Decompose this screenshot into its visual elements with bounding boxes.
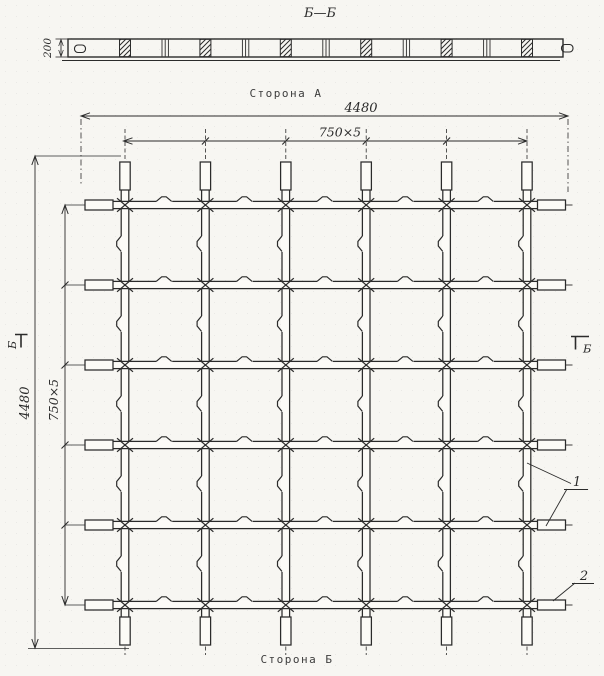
dimension-arrows	[32, 37, 568, 649]
cut-marker-left-letter: Б	[6, 340, 19, 350]
joggle-erase	[361, 236, 363, 252]
cut-marker-right	[571, 337, 592, 356]
section-hatch-block	[200, 39, 211, 56]
mesh-grid	[85, 162, 566, 645]
joggle-erase	[281, 476, 283, 492]
callout-1	[527, 463, 588, 526]
joggle-erase	[442, 476, 444, 492]
joggle-erase	[201, 556, 203, 572]
section-hatch-block	[120, 39, 131, 56]
joggle-erase	[522, 396, 524, 412]
joggle-erase	[201, 316, 203, 332]
mesh-bar-vertical-top-cap	[200, 162, 210, 190]
mesh-bar-vertical-top-cap	[441, 162, 451, 190]
mesh-bar-vertical-bottom-cap	[522, 617, 532, 645]
mesh-bar-horizontal-left-cap	[85, 440, 113, 450]
joggle-erase	[120, 396, 122, 412]
callout-1-leader-a	[527, 463, 571, 484]
joggle-erase	[281, 236, 283, 252]
callout-2-leader	[553, 583, 575, 601]
joggle-erase	[361, 396, 363, 412]
joggle-erase	[442, 236, 444, 252]
joggle-erase	[120, 316, 122, 332]
dim-200-label: 200	[42, 37, 54, 59]
joggle-erase	[442, 396, 444, 412]
section-hatch-block	[441, 39, 452, 56]
section-hatch-block	[280, 39, 291, 56]
joggle-erase	[120, 236, 122, 252]
side-b-label: Сторона Б	[260, 653, 334, 666]
joggle-erase	[201, 476, 203, 492]
mesh-bar-horizontal-right-cap	[538, 280, 566, 290]
joggle-erase	[442, 316, 444, 332]
mesh-bar-horizontal-right-cap	[538, 520, 566, 530]
joggle-erase	[201, 396, 203, 412]
mesh-bar-vertical-bottom-cap	[281, 617, 291, 645]
mesh-bar-vertical-bottom-cap	[120, 617, 130, 645]
mesh-bar-horizontal-left-cap	[85, 600, 113, 610]
cut-marker-left	[6, 335, 28, 351]
joggle-erase	[281, 396, 283, 412]
mesh-bar-vertical-top-cap	[522, 162, 532, 190]
mesh-bar-horizontal-left-cap	[85, 280, 113, 290]
mesh-bar-vertical-bottom-cap	[200, 617, 210, 645]
mesh-bar-vertical-bottom-cap	[361, 617, 371, 645]
section-bar-body	[68, 39, 563, 57]
joggle-erase	[120, 556, 122, 572]
section-hatch-block	[361, 39, 372, 56]
joggle-erase	[522, 476, 524, 492]
joggle-erase	[361, 476, 363, 492]
mesh-bar-horizontal-right-cap	[538, 600, 566, 610]
callout-2	[553, 569, 594, 601]
mesh-bar-horizontal-right-cap	[538, 360, 566, 370]
plan-view	[6, 37, 594, 667]
mesh-bar-vertical-top-cap	[120, 162, 130, 190]
dim-top-750x5-label: 750×5	[318, 124, 362, 140]
mesh-bar-horizontal-left-cap	[85, 360, 113, 370]
joggle-erase	[522, 316, 524, 332]
mesh-bar-vertical-top-cap	[281, 162, 291, 190]
dim-top-4480-label: 4480	[344, 101, 378, 116]
section-view	[42, 6, 573, 100]
cut-marker-right-letter: Б	[583, 341, 592, 356]
section-title: Б—Б	[303, 6, 337, 21]
mesh-bar-horizontal-right-cap	[538, 200, 566, 210]
mesh-bar-horizontal-left-cap	[85, 200, 113, 210]
callout-2-label: 2	[579, 569, 589, 584]
callout-1-label: 1	[572, 475, 582, 490]
dim-left-4480-label: 4480	[18, 386, 33, 420]
joggle-erase	[281, 316, 283, 332]
joggle-erase	[120, 476, 122, 492]
mesh-bar-vertical-bottom-cap	[441, 617, 451, 645]
mesh-bar-horizontal-left-cap	[85, 520, 113, 530]
dim-left-750x5-label: 750×5	[46, 378, 61, 422]
joggle-erase	[361, 556, 363, 572]
section-cut-marks	[120, 39, 533, 56]
mesh-bar-vertical-top-cap	[361, 162, 371, 190]
mesh-bar-horizontal-right-cap	[538, 440, 566, 450]
left-hook	[75, 45, 86, 53]
joggle-erase	[522, 556, 524, 572]
joggle-erase	[522, 236, 524, 252]
joggle-erase	[281, 556, 283, 572]
joggle-erase	[201, 236, 203, 252]
joggle-erase	[442, 556, 444, 572]
section-hatch-block	[522, 39, 533, 56]
side-a-label: Сторона А	[249, 87, 323, 100]
joggle-erase	[361, 316, 363, 332]
